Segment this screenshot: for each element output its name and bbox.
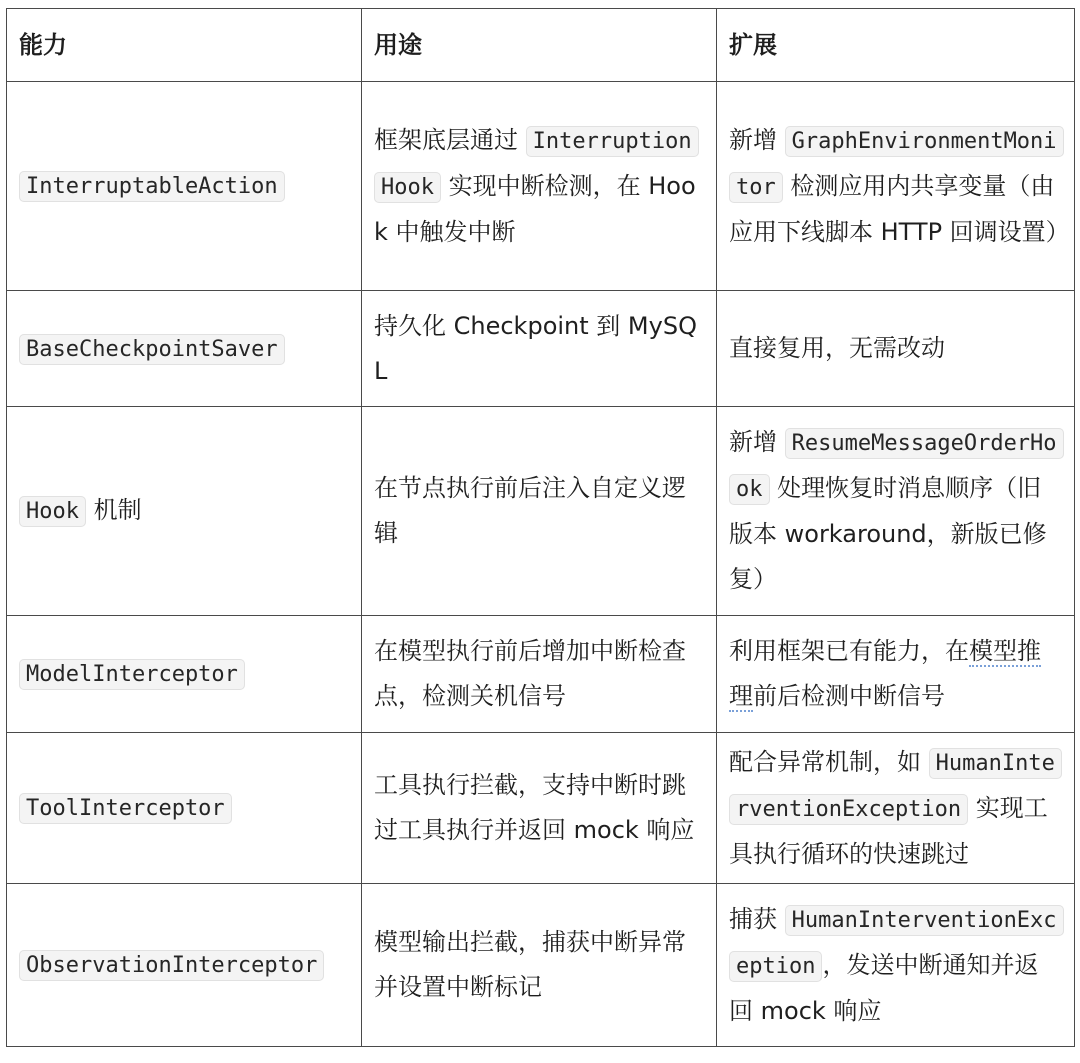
cell-text: 在模型执行前后增加中断检查点，检测关机信号 bbox=[374, 637, 686, 710]
inline-code: ResumeMessageOrderHook bbox=[729, 428, 1064, 505]
capability-code: InterruptableAction bbox=[19, 171, 285, 202]
cell-usage bbox=[362, 884, 717, 1047]
header-extension: 扩展 bbox=[717, 9, 1075, 82]
cell-capability bbox=[7, 733, 362, 884]
cell-capability bbox=[7, 291, 362, 407]
cell-extension bbox=[717, 733, 1075, 884]
inline-code: HumanInterventionException bbox=[729, 905, 1064, 982]
dotted-underlined-text: 模型推理 bbox=[729, 637, 1041, 710]
cell-usage bbox=[362, 733, 717, 884]
cell-text: 在节点执行前后注入自定义逻辑 bbox=[374, 474, 686, 547]
table-row bbox=[7, 616, 1075, 733]
table-row bbox=[7, 733, 1075, 884]
cell-text: 框架底层通过 bbox=[374, 125, 526, 154]
capability-code: BaseCheckpointSaver bbox=[19, 334, 285, 365]
cell-capability bbox=[7, 82, 362, 291]
inline-code: InterruptionHook bbox=[374, 126, 699, 203]
cell-text: 实现工具执行循环的快速跳过 bbox=[729, 793, 1048, 868]
cell-capability bbox=[7, 616, 362, 733]
table-header-row bbox=[7, 9, 1075, 82]
cell-extension bbox=[717, 82, 1075, 291]
cell-usage bbox=[362, 291, 717, 407]
cell-extension bbox=[717, 616, 1075, 733]
cell-text: 模型输出拦截，捕获中断异常并设置中断标记 bbox=[374, 928, 686, 1001]
cell-capability bbox=[7, 884, 362, 1047]
capability-code: ToolInterceptor bbox=[19, 793, 232, 824]
capability-suffix: 机制 bbox=[85, 496, 142, 524]
inline-code: GraphEnvironmentMonitor bbox=[729, 126, 1064, 203]
cell-text: 新增 bbox=[729, 428, 785, 456]
cell-text: 前后检测中断信号 bbox=[753, 682, 945, 710]
cell-extension bbox=[717, 407, 1075, 616]
cell-text: 处理恢复时消息顺序（旧版本 workaround，新版已修复） bbox=[729, 474, 1047, 593]
header-usage: 用途 bbox=[362, 9, 717, 82]
cell-usage bbox=[362, 616, 717, 733]
cell-text: 直接复用，无需改动 bbox=[729, 334, 945, 362]
cell-text: 实现中断检测，在 Hook 中触发中断 bbox=[374, 171, 696, 246]
cell-text: 检测应用内共享变量（由应用下线脚本 HTTP 回调设置） bbox=[729, 171, 1070, 246]
cell-text: 捕获 bbox=[729, 904, 785, 933]
capability-code: ModelInterceptor bbox=[19, 659, 245, 690]
table-row bbox=[7, 407, 1075, 616]
cell-extension bbox=[717, 291, 1075, 407]
table-row bbox=[7, 82, 1075, 291]
inline-code: HumanInterventionException bbox=[729, 748, 1062, 825]
cell-text: 持久化 Checkpoint 到 MySQL bbox=[374, 311, 697, 385]
cell-usage bbox=[362, 82, 717, 291]
capability-code: Hook bbox=[19, 496, 86, 527]
cell-text: 新增 bbox=[729, 125, 785, 154]
header-capability: 能力 bbox=[7, 9, 362, 82]
cell-capability bbox=[7, 407, 362, 616]
cell-usage bbox=[362, 407, 717, 616]
cell-extension bbox=[717, 884, 1075, 1047]
capability-code: ObservationInterceptor bbox=[19, 950, 324, 981]
cell-text: 配合异常机制，如 bbox=[729, 747, 929, 776]
cell-text: ，发送中断通知并返回 mock 响应 bbox=[729, 950, 1039, 1025]
capability-table bbox=[6, 8, 1075, 1047]
cell-text: 工具执行拦截，支持中断时跳过工具执行并返回 mock 响应 bbox=[374, 771, 695, 844]
table-row bbox=[7, 884, 1075, 1047]
table-row bbox=[7, 291, 1075, 407]
cell-text: 利用框架已有能力，在 bbox=[729, 637, 969, 665]
